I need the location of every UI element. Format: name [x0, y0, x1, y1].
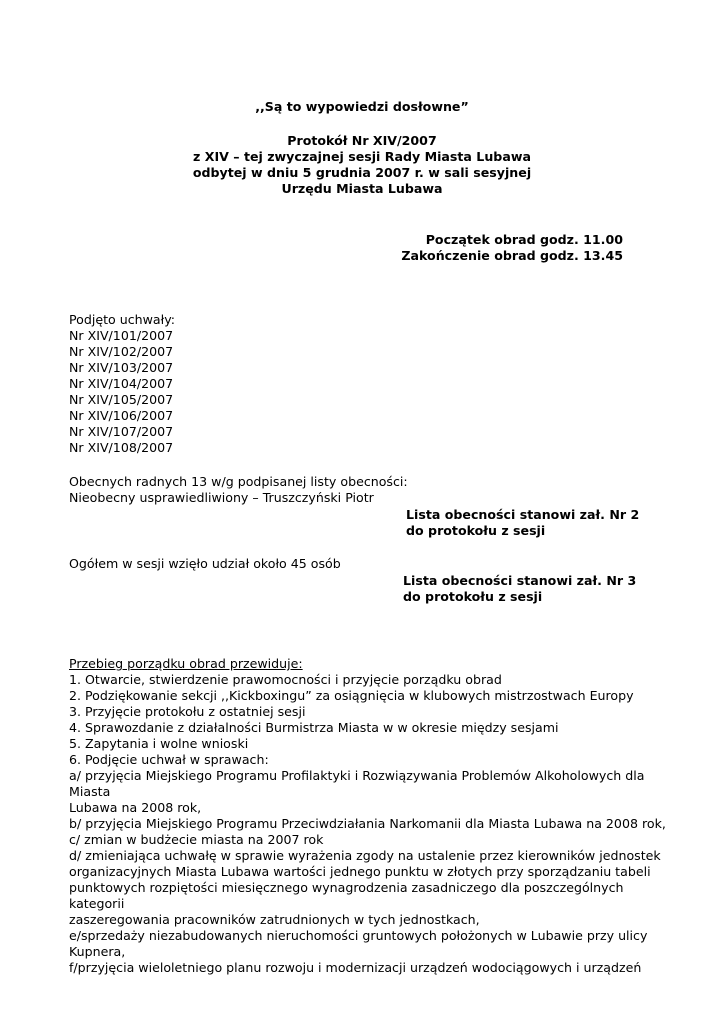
agenda-line: e/sprzedaży niezabudowanych nieruchomości gruntowych położonych w Lubawie przy ulicy: [69, 928, 648, 943]
attachment-note-line: Lista obecności stanowi zał. Nr 2: [406, 507, 640, 522]
resolution-item: Nr XIV/106/2007: [69, 408, 174, 423]
resolution-item: Nr XIV/104/2007: [69, 376, 174, 391]
protocol-title: [0, 133, 724, 197]
agenda-line: organizacyjnych Miasta Lubawa wartości jednego punktu w złotych przy sporządzaniu tabeli: [69, 864, 651, 879]
agenda-line: a/ przyjęcia Miejskiego Programu Profilaktyki i Rozwiązywania Problemów Alkoholowych dla Miasta: [69, 768, 645, 799]
agenda-line: Lubawa na 2008 rok,: [69, 800, 202, 815]
resolution-item: Nr XIV/108/2007: [69, 440, 174, 455]
agenda-line: Kupnera,: [69, 944, 126, 959]
agenda-line: b/ przyjęcia Miejskiego Programu Przeciwdziałania Narkomanii dla Miasta Lubawa na 2008 rok,: [69, 816, 666, 831]
agenda-line: 3. Przyjęcie protokołu z ostatniej sesji: [69, 704, 306, 719]
resolution-item: Nr XIV/103/2007: [69, 360, 174, 375]
title-line: z XIV – tej zwyczajnej sesji Rady Miasta Lubawa: [193, 149, 531, 164]
present-councillors: Obecnych radnych 13 w/g podpisanej listy obecności:: [69, 474, 408, 489]
title-line: odbytej w dniu 5 grudnia 2007 r. w sali sesyjnej: [192, 165, 532, 180]
resolution-item: Nr XIV/101/2007: [69, 328, 174, 343]
agenda-line: f/przyjęcia wieloletniego planu rozwoju i modernizacji urządzeń wodociągowych i urządzeń: [69, 960, 642, 975]
total-participants: Ogółem w sesji wzięło udział około 45 osób: [69, 556, 341, 571]
agenda-line: 5. Zapytania i wolne wnioski: [69, 736, 249, 751]
attachment-note-line: do protokołu z sesji: [406, 523, 546, 538]
agenda-line: zaszeregowania pracowników zatrudnionych w tych jednostkach,: [69, 912, 480, 927]
verbatim-note: ,,Są to wypowiedzi dosłowne”: [255, 99, 469, 114]
agenda-line: 1. Otwarcie, stwierdzenie prawomocności i przyjęcie porządku obrad: [69, 672, 502, 687]
agenda-line: c/ zmian w budżecie miasta na 2007 rok: [69, 832, 324, 847]
agenda-line: 2. Podziękowanie sekcji ,,Kickboxingu” za osiągnięcia w klubowych mistrzostwach Europy: [69, 688, 634, 703]
resolutions-heading: Podjęto uchwały:: [69, 312, 176, 327]
start-time: Początek obrad godz. 11.00: [425, 232, 623, 247]
agenda: [69, 656, 669, 976]
resolution-item: Nr XIV/105/2007: [69, 392, 174, 407]
agenda-line: 6. Podjęcie uchwał w sprawach:: [69, 752, 269, 767]
absent-councillor: Nieobecny usprawiedliwiony – Truszczyński Piotr: [69, 490, 374, 505]
attachment-note-3: [403, 573, 636, 605]
title-line: Protokół Nr XIV/2007: [287, 133, 437, 148]
resolution-item: Nr XIV/102/2007: [69, 344, 174, 359]
session-times: [300, 232, 623, 264]
agenda-heading: Przebieg porządku obrad przewiduje:: [69, 656, 303, 671]
agenda-line: d/ zmieniająca uchwałę w sprawie wyrażenia zgody na ustalenie przez kierowników jednostek: [69, 848, 661, 863]
title-line: Urzędu Miasta Lubawa: [281, 181, 443, 196]
attachment-note-line: Lista obecności stanowi zał. Nr 3: [403, 573, 637, 588]
agenda-line: 4. Sprawozdanie z działalności Burmistrza Miasta w w okresie między sesjami: [69, 720, 559, 735]
agenda-line: punktowych rozpiętości miesięcznego wynagrodzenia zasadniczego dla poszczególnych kategorii: [69, 880, 624, 911]
resolution-item: Nr XIV/107/2007: [69, 424, 174, 439]
resolutions-list: [69, 312, 175, 456]
attachment-note-line: do protokołu z sesji: [403, 589, 543, 604]
attachment-note-2: [406, 507, 639, 539]
attendance-info: [69, 474, 408, 506]
end-time: Zakończenie obrad godz. 13.45: [401, 248, 623, 263]
